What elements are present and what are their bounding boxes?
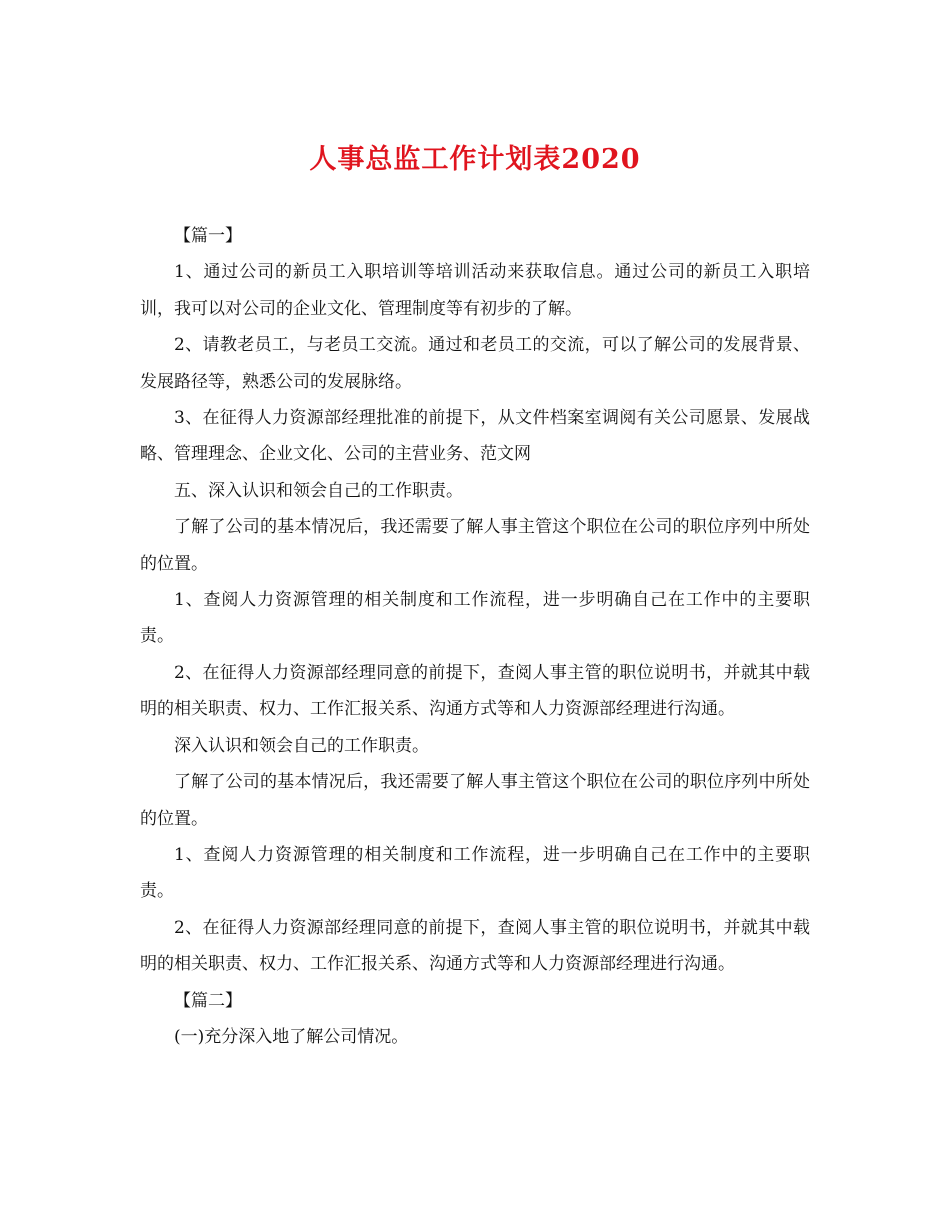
paragraph: (一)充分深入地了解公司情况。 <box>174 1026 409 1047</box>
paragraph: 2、在征得人力资源部经理同意的前提下，查阅人事主管的职位说明书，并就其中载明的相关职责、权力、工作汇报关系、沟通方式等和人力资源部经理进行沟通。 <box>140 662 810 720</box>
paragraph: 3、在征得人力资源部经理批准的前提下，从文件档案室调阅有关公司愿景、发展战略、管理理念、企业文化、公司的主营业务、范文网 <box>140 408 810 465</box>
paragraph: 1、通过公司的新员工入职培训等培训活动来获取信息。通过公司的新员工入职培训，我可以对公司的企业文化、管理制度等有初步的了解。 <box>140 262 810 319</box>
paragraph: 1、查阅人力资源管理的相关制度和工作流程，进一步明确自己在工作中的主要职责。 <box>140 590 810 647</box>
paragraph: 1、查阅人力资源管理的相关制度和工作流程，进一步明确自己在工作中的主要职责。 <box>140 844 810 902</box>
paragraph: 2、请教老员工，与老员工交流。通过和老员工的交流，可以了解公司的发展背景、发展路径等，熟悉公司的发展脉络。 <box>140 335 810 392</box>
section-heading-2: 【篇二】 <box>174 990 242 1011</box>
paragraph: 了解了公司的基本情况后，我还需要了解人事主管这个职位在公司的职位序列中所处的位置。 <box>140 772 810 829</box>
paragraph: 五、深入认识和领会自己的工作职责。 <box>174 480 463 501</box>
paragraph: 了解了公司的基本情况后，我还需要了解人事主管这个职位在公司的职位序列中所处的位置。 <box>140 517 810 574</box>
document-body <box>140 218 810 1055</box>
document-title: 人事总监工作计划表2020 <box>309 144 641 175</box>
section-heading-1: 【篇一】 <box>174 226 242 246</box>
paragraph: 2、在征得人力资源部经理同意的前提下，查阅人事主管的职位说明书，并就其中载明的相关职责、权力、工作汇报关系、沟通方式等和人力资源部经理进行沟通。 <box>140 917 810 975</box>
paragraph: 深入认识和领会自己的工作职责。 <box>174 735 429 756</box>
